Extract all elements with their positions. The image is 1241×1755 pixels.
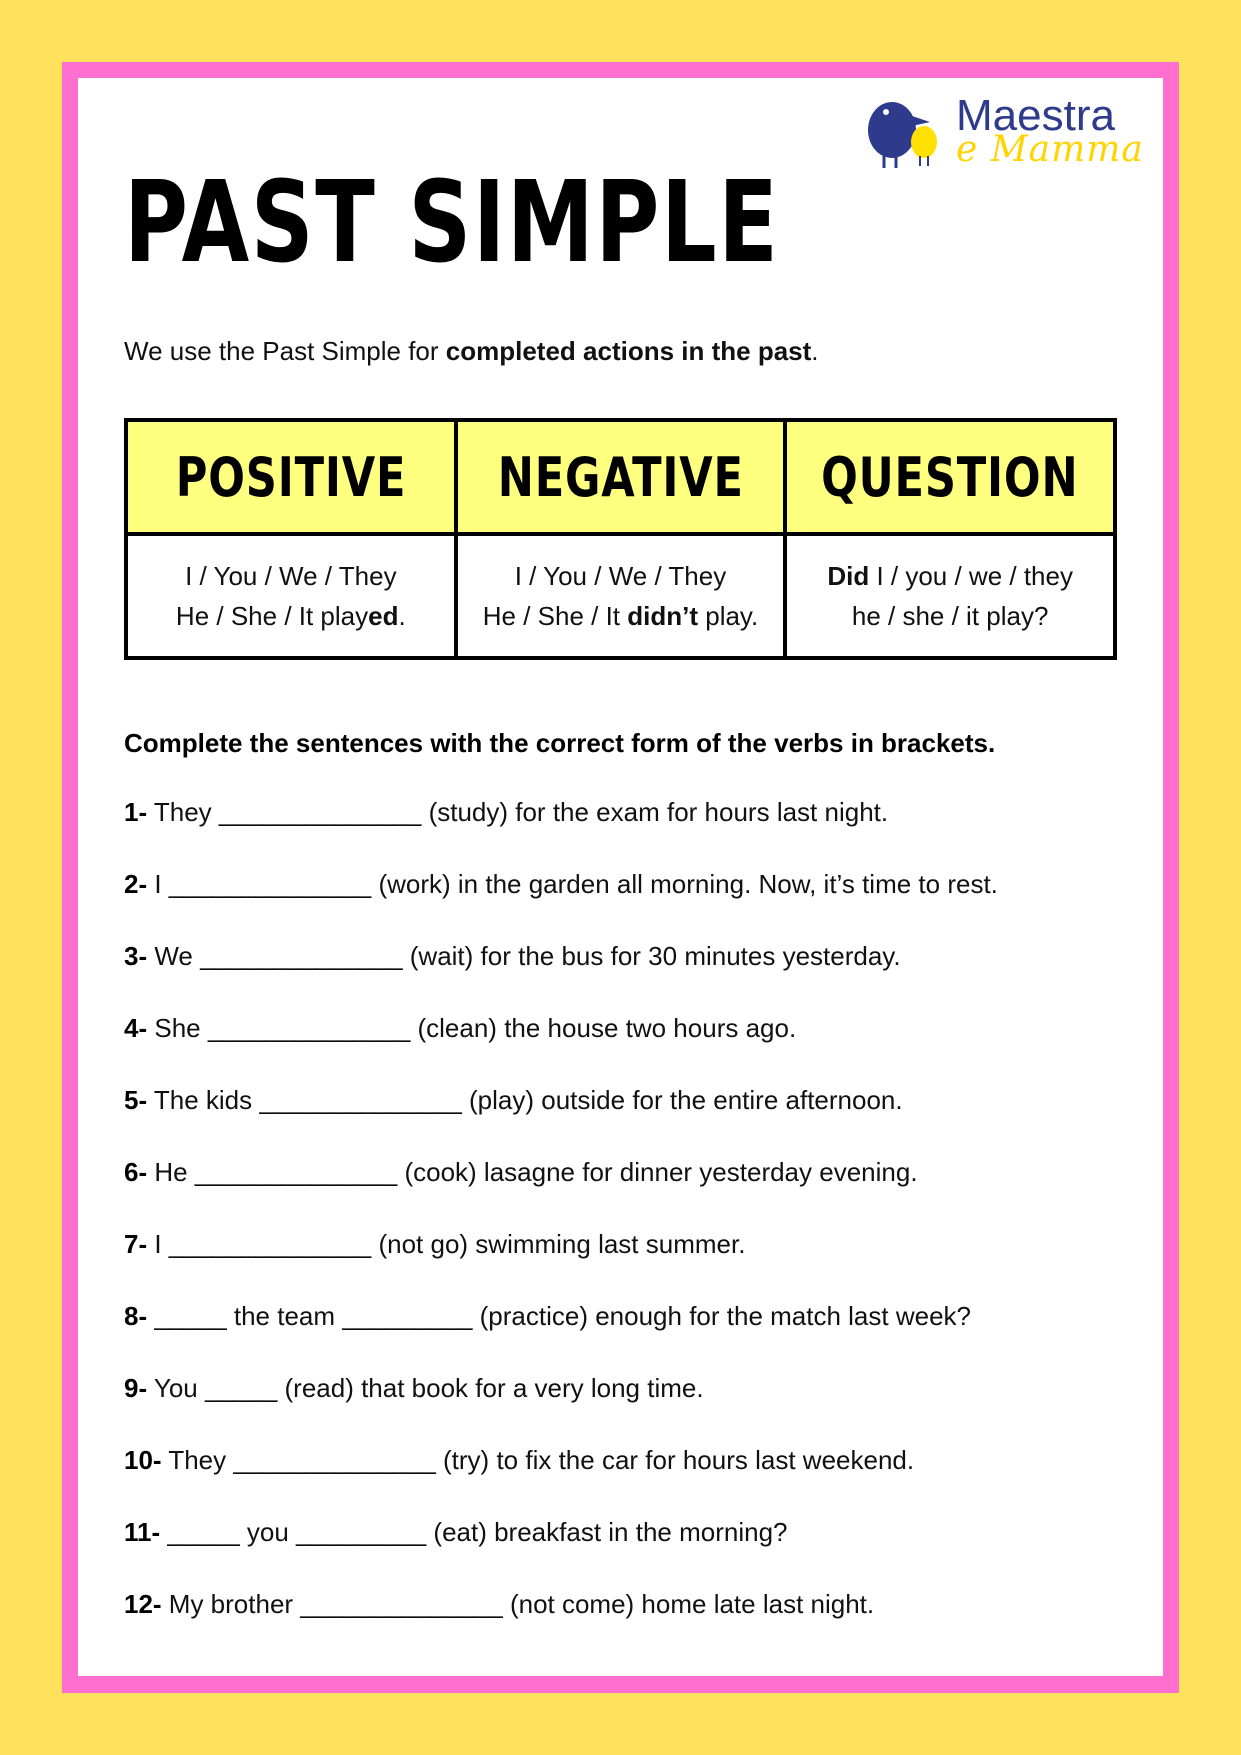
logo-text-mamma: e Mamma (956, 129, 1144, 170)
forms-table (124, 418, 1117, 660)
exercise-item: 6- He ______________ (cook) lasagne for dinner yesterday evening. (124, 1157, 918, 1187)
exercise-item: 3- We ______________ (wait) for the bus for 30 minutes yesterday. (124, 941, 901, 971)
exercise-item: 8- _____ the team _________ (practice) enough for the match last week? (124, 1301, 971, 1331)
header-positive: POSITIVE (126, 420, 456, 534)
intro-after: . (811, 336, 819, 366)
cell-positive: I / You / We / They He / She / It played. (126, 534, 456, 658)
intro-before: We use the Past Simple for (124, 336, 446, 366)
bird-logo-icon (864, 92, 954, 172)
exercise-instruction: Complete the sentences with the correct form of the verbs in brackets. (124, 728, 996, 758)
exercise-item: 11- _____ you _________ (eat) breakfast in the morning? (124, 1517, 788, 1547)
exercise-list (124, 796, 998, 1660)
exercise-item: 2- I ______________ (work) in the garden all morning. Now, it’s time to rest. (124, 869, 998, 899)
header-negative: NEGATIVE (456, 420, 786, 534)
logo-text-maestra: Maestra (956, 91, 1115, 140)
intro-bold: completed actions in the past (445, 336, 812, 366)
cell-negative: I / You / We / They He / She / It didn’t play. (456, 534, 786, 658)
exercise-item: 1- They ______________ (study) for the exam for hours last night. (124, 797, 889, 827)
exercise-item: 4- She ______________ (clean) the house two hours ago. (124, 1013, 797, 1043)
exercise-item: 5- The kids ______________ (play) outside for the entire afternoon. (124, 1085, 903, 1115)
page-title: PAST SIMPLE (124, 158, 780, 288)
exercise-item: 7- I ______________ (not go) swimming last summer. (124, 1229, 746, 1259)
logo (864, 92, 1144, 172)
intro-text (124, 336, 819, 367)
cell-question: Did I / you / we / they he / she / it play? (785, 534, 1115, 658)
header-question: QUESTION (785, 420, 1115, 534)
exercise-item: 12- My brother ______________ (not come) home late last night. (124, 1589, 875, 1619)
exercise-item: 9- You _____ (read) that book for a very long time. (124, 1373, 704, 1403)
exercise-item: 10- They ______________ (try) to fix the car for hours last weekend. (124, 1445, 915, 1475)
